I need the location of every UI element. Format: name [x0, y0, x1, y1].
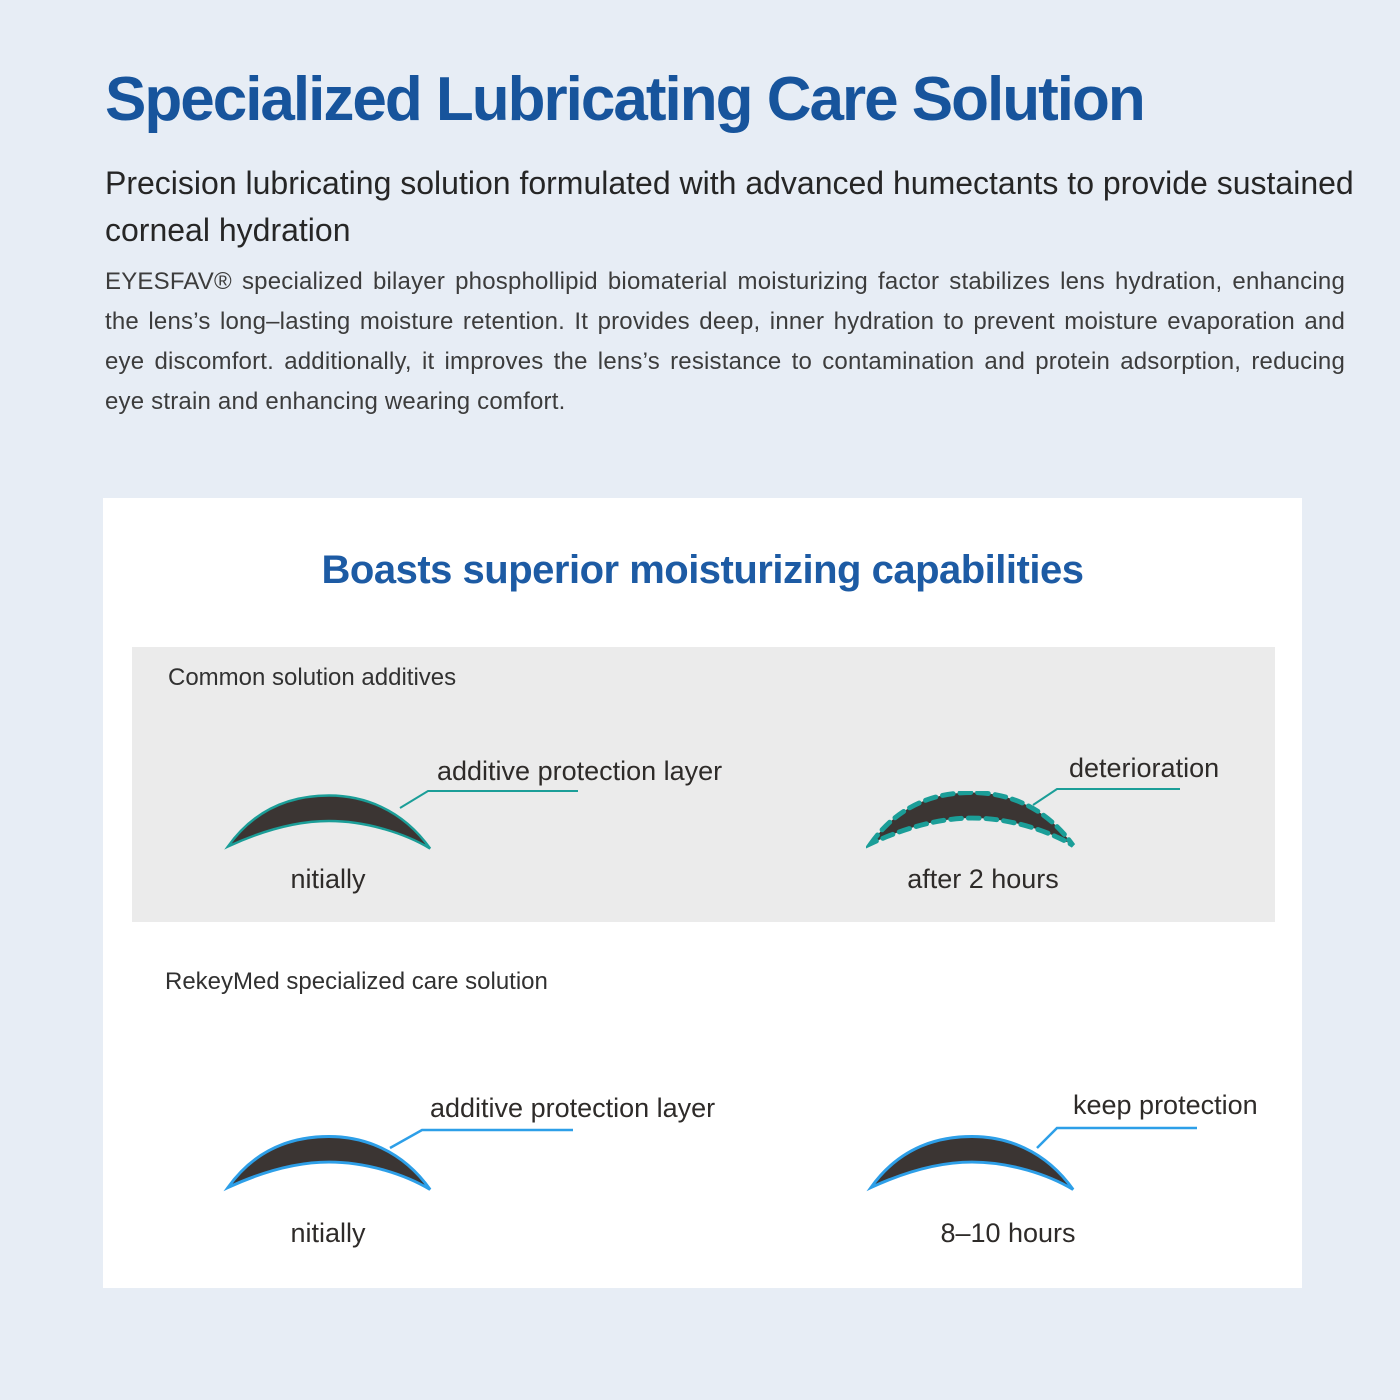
card-title: Boasts superior moisturizing capabilities — [321, 548, 1084, 592]
annotation-common-initial: additive protection layer — [437, 756, 723, 786]
caption-rekey-initial: nitially — [290, 1218, 366, 1248]
moisturizing-comparison-card — [103, 498, 1302, 1288]
annotation-rekey-after: keep protection — [1073, 1090, 1258, 1120]
leader-line-rekey-after — [1034, 1120, 1204, 1154]
description-paragraph: EYESFAV® specialized bilayer phosphollipid biomaterial moisturizing factor stabilizes lens hydration, enhancing the lens’s long–lasting moisture retention. It provides deep, inner hydration to prevent moisture evaporation and eye discomfort. additionally, it improves the lens’s resistance to contamination and protein adsorption, reducing eye strain and enhancing wearing comfort. — [105, 268, 1345, 415]
caption-common-after: after 2 hours — [907, 864, 1059, 894]
leader-line-common-initial — [395, 785, 585, 815]
leader-line-common-after — [1030, 783, 1185, 811]
page-subtitle: Precision lubricating solution formulated with advanced humectants to provide sustained corneal hydration — [105, 165, 1354, 248]
caption-rekey-after: 8–10 hours — [940, 1218, 1076, 1248]
caption-common-initial: nitially — [290, 864, 366, 894]
leader-line-rekey-initial — [388, 1122, 578, 1156]
common-additives-label: Common solution additives — [168, 664, 457, 691]
rekeymed-solution-label: RekeyMed specialized care solution — [165, 968, 548, 995]
annotation-common-after: deterioration — [1069, 753, 1220, 783]
page-title: Specialized Lubricating Care Solution — [105, 65, 1144, 134]
annotation-rekey-initial: additive protection layer — [430, 1093, 716, 1123]
